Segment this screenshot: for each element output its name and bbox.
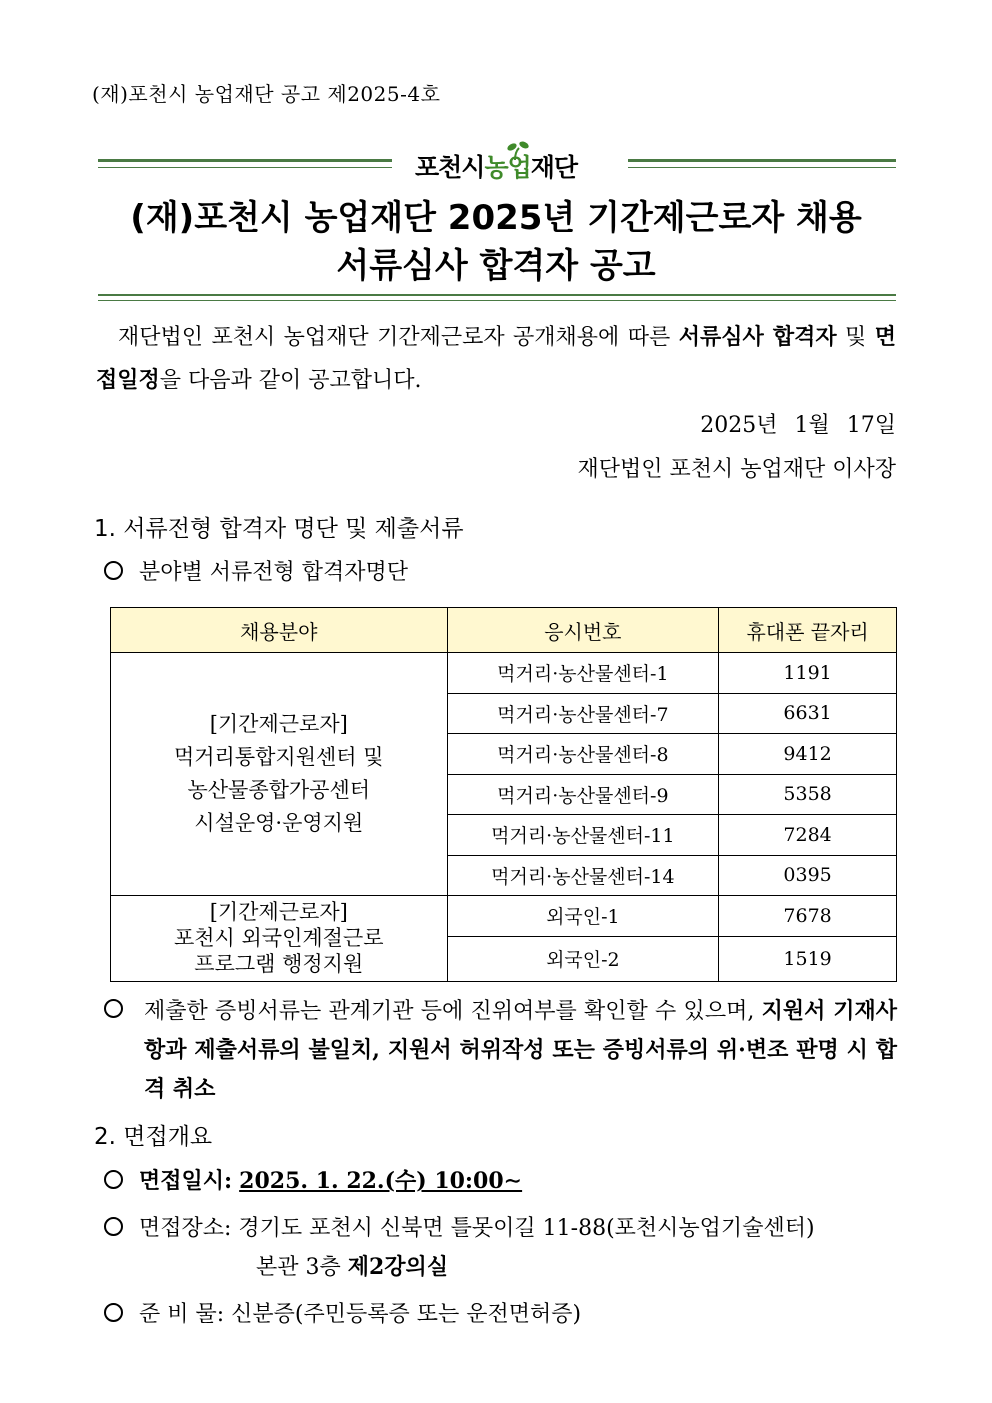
header-field: 채용분야	[111, 608, 448, 653]
interview-place-label: 면접장소:	[139, 1216, 232, 1241]
note-bold-text: 지원서 기재사항과 제출서류의 불일치, 지원서 허위작성 또는 증빙서류의 위·변조 판명 시 합격 취소	[144, 998, 897, 1102]
applicant-number: 먹거리·농산물센터-9	[447, 774, 719, 815]
interview-place-value2: 본관 3층	[256, 1255, 348, 1280]
interview-place-value: 경기도 포천시 신북면 틀못이길 11-88(포천시농업기술센터)	[238, 1216, 815, 1241]
applicant-number: 먹거리·농산물센터-14	[447, 855, 719, 896]
interview-date-value: 2025. 1. 22.(수) 10:00∼	[239, 1168, 523, 1194]
phone-digits: 6631	[719, 693, 897, 734]
intro-bold-1: 서류심사 합격자	[678, 324, 837, 350]
header-phone: 휴대폰 끝자리	[719, 608, 897, 653]
title-rule	[98, 294, 896, 301]
phone-digits: 0395	[719, 855, 897, 896]
group2-field-line: [기간제근로자]	[209, 900, 348, 925]
group1-field-line: 농산물종합가공센터	[187, 778, 371, 802]
phone-digits: 1191	[719, 653, 897, 694]
group2-field-line: 프로그램 행정지원	[194, 952, 364, 977]
applicant-number: 먹거리·농산물센터-7	[447, 693, 719, 734]
logo-text-suffix: 재단	[530, 153, 578, 182]
intro-bold-2: 면접일정	[96, 324, 896, 393]
circle-bullet-icon	[104, 1217, 123, 1236]
table-row	[111, 653, 897, 694]
prep-value: 신분증(주민등록증 또는 운전면허증)	[231, 1302, 582, 1327]
phone-digits: 7678	[719, 896, 897, 937]
group1-field-line: 시설운영·운영지원	[194, 811, 364, 835]
interview-date-label: 면접일시:	[139, 1168, 233, 1194]
prep-item	[104, 1296, 581, 1334]
notice-number: (재)포천시 농업재단 공고 제2025-4호	[92, 82, 441, 106]
notice-date: 2025년 1월 17일	[700, 413, 896, 438]
section1-bullet	[104, 554, 408, 592]
phone-digits: 1519	[719, 936, 897, 981]
interview-place-line2	[256, 1248, 448, 1287]
intro-paragraph	[96, 316, 896, 402]
group1-field-line: 먹거리통합지원센터 및	[173, 745, 384, 769]
table-header-row	[111, 608, 897, 653]
interview-place-item	[104, 1210, 899, 1248]
section1-bullet-text: 분야별 서류전형 합격자명단	[139, 560, 409, 585]
logo-text-highlight: 농업	[484, 153, 531, 182]
intro-text-1: 재단법인 포천시 농업재단 기간제근로자 공개채용에 따른	[118, 325, 679, 350]
phone-digits: 7284	[719, 815, 897, 856]
circle-bullet-icon	[104, 561, 123, 580]
foundation-logo	[415, 138, 590, 186]
logo-text	[415, 148, 577, 184]
document-note	[104, 992, 899, 1102]
section1-title: 1. 서류전형 합격자 명단 및 제출서류	[94, 516, 464, 542]
table-row	[111, 896, 897, 937]
header-rule-right	[628, 159, 896, 168]
header-number: 응시번호	[447, 608, 719, 653]
circle-bullet-icon	[104, 999, 123, 1018]
header-rule-left	[98, 159, 392, 168]
applicant-number: 외국인-2	[447, 936, 719, 981]
applicant-table	[110, 607, 897, 982]
circle-bullet-icon	[104, 1170, 123, 1189]
section2-title: 2. 면접개요	[94, 1124, 213, 1150]
applicant-number: 먹거리·농산물센터-11	[447, 815, 719, 856]
note-text: 제출한 증빙서류는 관계기관 등에 진위여부를 확인할 수 있으며,	[144, 999, 762, 1024]
field-cell-group2	[111, 896, 448, 982]
group1-field-line: [기간제근로자]	[209, 712, 348, 736]
page-title-line2: 서류심사 합격자 공고	[336, 246, 656, 286]
page-title-line1: (재)포천시 농업재단 2025년 기간제근로자 채용	[130, 198, 862, 238]
logo-text-prefix: 포천시	[415, 153, 485, 182]
phone-digits: 9412	[719, 734, 897, 775]
circle-bullet-icon	[104, 1303, 123, 1322]
field-cell-group1	[111, 653, 448, 896]
applicant-number: 먹거리·농산물센터-1	[447, 653, 719, 694]
applicant-number: 외국인-1	[447, 896, 719, 937]
applicant-number: 먹거리·농산물센터-8	[447, 734, 719, 775]
signature: 재단법인 포천시 농업재단 이사장	[577, 457, 896, 482]
intro-text-2: 및	[836, 325, 875, 350]
interview-date-item	[104, 1162, 522, 1201]
intro-text-3: 을 다음과 같이 공고합니다.	[159, 368, 422, 393]
prep-label: 준 비 물:	[139, 1302, 225, 1327]
group2-field-line: 포천시 외국인계절근로	[173, 926, 384, 951]
phone-digits: 5358	[719, 774, 897, 815]
interview-room: 제2강의실	[347, 1254, 449, 1280]
